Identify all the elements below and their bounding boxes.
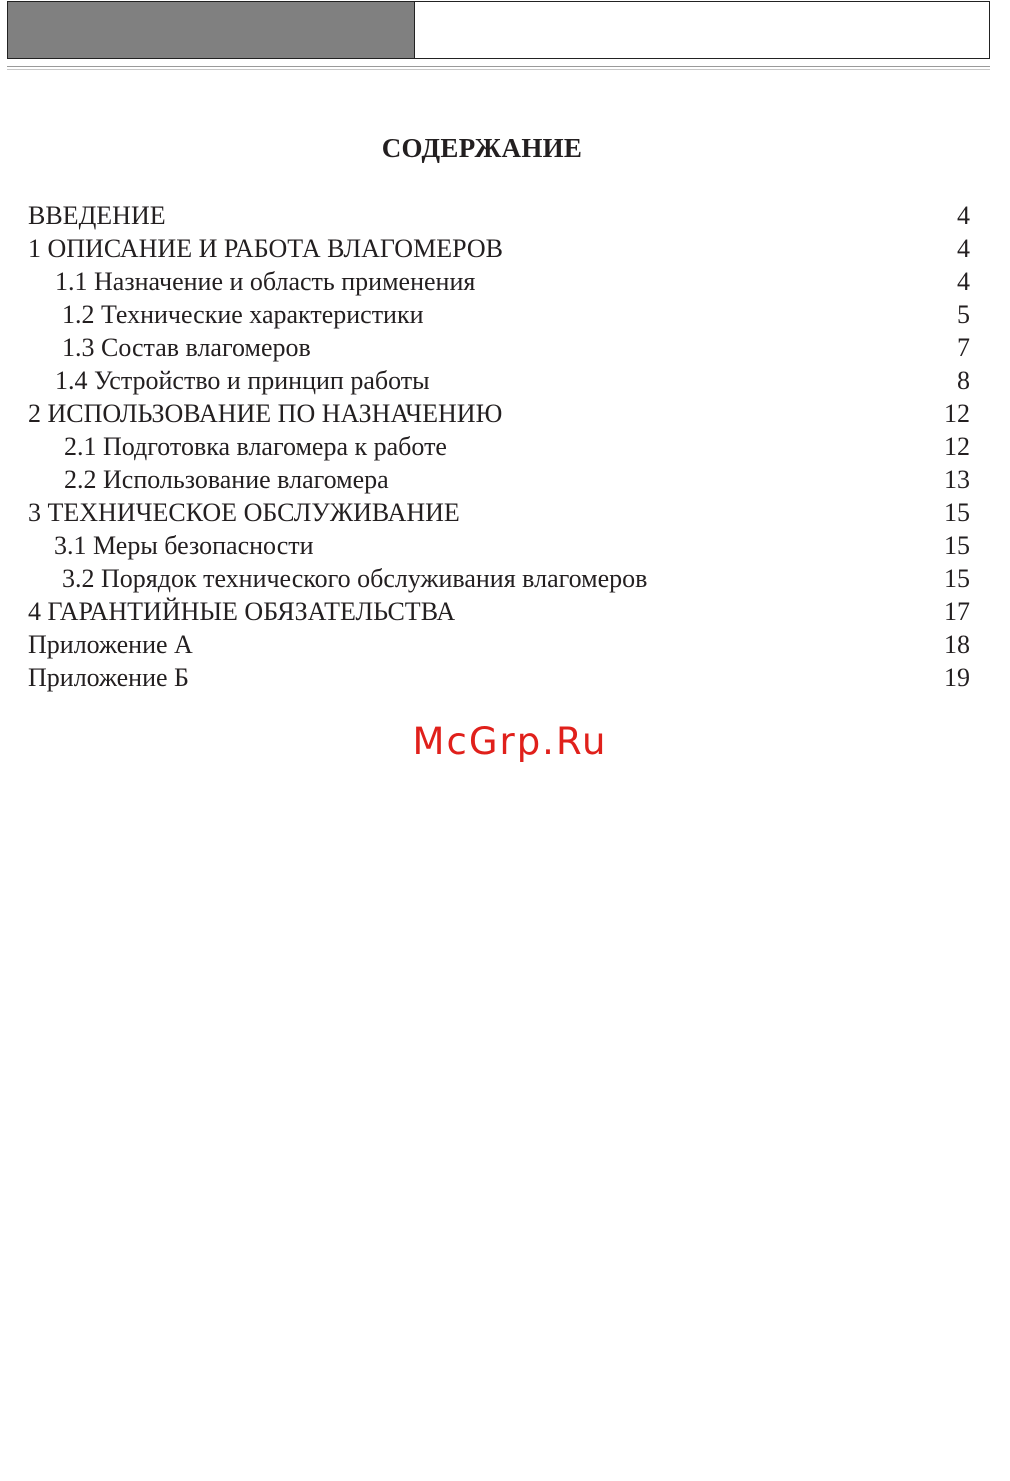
header-gray-block [7, 1, 415, 59]
table-of-contents [28, 199, 970, 694]
toc-label: 3.2 Порядок технического обслуживания влагомеров [62, 564, 648, 593]
toc-row[interactable] [28, 199, 970, 232]
toc-label: 1 ОПИСАНИЕ И РАБОТА ВЛАГОМЕРОВ [28, 234, 503, 263]
toc-label: 2 ИСПОЛЬЗОВАНИЕ ПО НАЗНАЧЕНИЮ [28, 399, 503, 428]
toc-row[interactable] [28, 529, 970, 562]
toc-label: 3.1 Меры безопасности [54, 531, 314, 560]
toc-row[interactable] [28, 628, 970, 661]
watermark: McGrp.Ru [412, 720, 608, 763]
toc-page-number: 4 [957, 267, 970, 296]
toc-page-number: 12 [944, 432, 970, 461]
toc-page-number: 12 [944, 399, 970, 428]
toc-row[interactable] [28, 661, 970, 694]
toc-label: 1.3 Состав влагомеров [62, 333, 311, 362]
toc-row[interactable] [28, 595, 970, 628]
toc-row[interactable] [28, 364, 970, 397]
toc-row[interactable] [28, 298, 970, 331]
toc-page-number: 4 [957, 234, 970, 263]
toc-row[interactable] [28, 430, 970, 463]
toc-label: 2.2 Использование влагомера [64, 465, 389, 494]
toc-row[interactable] [28, 397, 970, 430]
toc-label: 1.2 Технические характеристики [62, 300, 424, 329]
toc-page-number: 19 [944, 663, 970, 692]
toc-page-number: 13 [944, 465, 970, 494]
toc-row[interactable] [28, 496, 970, 529]
toc-label: 4 ГАРАНТИЙНЫЕ ОБЯЗАТЕЛЬСТВА [28, 597, 456, 626]
toc-row[interactable] [28, 463, 970, 496]
toc-page-number: 15 [944, 498, 970, 527]
header-blank-block [415, 1, 990, 59]
toc-row[interactable] [28, 265, 970, 298]
toc-label: 3 ТЕХНИЧЕСКОЕ ОБСЛУЖИВАНИЕ [28, 498, 460, 527]
header-divider-secondary [7, 69, 990, 70]
toc-page-number: 18 [944, 630, 970, 659]
toc-page-number: 8 [957, 366, 970, 395]
toc-label: 1.4 Устройство и принцип работы [55, 366, 430, 395]
toc-page-number: 4 [957, 201, 970, 230]
toc-page-number: 15 [944, 564, 970, 593]
toc-row[interactable] [28, 331, 970, 364]
header-divider [7, 66, 990, 67]
toc-page-number: 17 [944, 597, 970, 626]
toc-page-number: 15 [944, 531, 970, 560]
toc-page-number: 5 [957, 300, 970, 329]
toc-page-number: 7 [957, 333, 970, 362]
page-title: СОДЕРЖАНИЕ [381, 133, 583, 163]
toc-row[interactable] [28, 562, 970, 595]
toc-label: Приложение Б [28, 663, 189, 692]
toc-label: 2.1 Подготовка влагомера к работе [64, 432, 447, 461]
toc-label: 1.1 Назначение и область применения [55, 267, 476, 296]
toc-row[interactable] [28, 232, 970, 265]
toc-label: ВВЕДЕНИЕ [28, 201, 166, 230]
toc-label: Приложение А [28, 630, 193, 659]
